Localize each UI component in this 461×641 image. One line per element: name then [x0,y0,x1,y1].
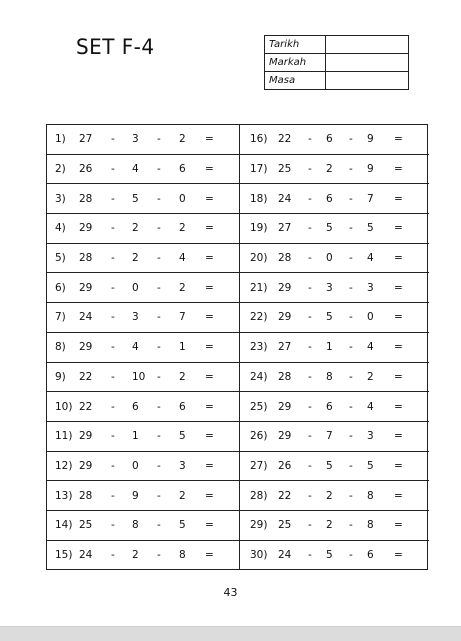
operand-a: 24 [278,549,292,562]
problem-number: 7) [55,311,66,324]
operand-a: 25 [79,519,93,532]
problem-number: 18) [250,192,268,205]
minus-sign: - [111,252,115,265]
operand-a: 27 [278,341,292,354]
equals-sign: = [205,430,214,443]
minus-sign: - [308,252,312,265]
problem-row [47,333,239,363]
minus-sign: - [111,489,115,502]
problem-number: 16) [250,133,268,146]
operand-c: 2 [179,133,186,146]
problem-number: 20) [250,252,268,265]
operand-b: 3 [132,133,139,146]
equals-sign: = [394,370,403,383]
problem-row [240,125,429,155]
operand-c: 0 [367,311,374,324]
info-value-field[interactable] [326,72,409,90]
minus-sign: - [157,459,161,472]
problem-row [240,422,429,452]
minus-sign: - [349,192,353,205]
minus-sign: - [111,370,115,383]
minus-sign: - [349,489,353,502]
minus-sign: - [308,459,312,472]
minus-sign: - [157,370,161,383]
minus-sign: - [111,281,115,294]
operand-a: 29 [79,430,93,443]
info-value-field[interactable] [326,36,409,54]
worksheet-title: SET F-4 [76,35,155,59]
equals-sign: = [394,459,403,472]
minus-sign: - [308,519,312,532]
equals-sign: = [205,192,214,205]
operand-c: 6 [179,400,186,413]
operand-b: 4 [132,341,139,354]
problem-number: 15) [55,549,73,562]
operand-b: 4 [132,163,139,176]
minus-sign: - [349,400,353,413]
operand-b: 2 [326,489,333,502]
minus-sign: - [111,459,115,472]
operand-c: 2 [367,370,374,383]
problem-number: 30) [250,549,268,562]
info-value-field[interactable] [326,54,409,72]
operand-b: 8 [326,370,333,383]
problem-row [47,481,239,511]
operand-a: 22 [79,400,93,413]
equals-sign: = [205,311,214,324]
equals-sign: = [394,281,403,294]
info-row-markah [265,54,409,72]
equals-sign: = [394,252,403,265]
equals-sign: = [394,400,403,413]
operand-b: 9 [132,489,139,502]
operand-c: 5 [179,430,186,443]
operand-c: 7 [179,311,186,324]
problem-number: 27) [250,459,268,472]
problem-row [47,184,239,214]
operand-a: 25 [278,163,292,176]
equals-sign: = [205,133,214,146]
minus-sign: - [111,133,115,146]
minus-sign: - [111,549,115,562]
operand-b: 3 [326,281,333,294]
operand-c: 1 [179,341,186,354]
operand-c: 5 [367,222,374,235]
operand-b: 2 [132,222,139,235]
problem-number: 17) [250,163,268,176]
minus-sign: - [111,222,115,235]
equals-sign: = [205,252,214,265]
operand-a: 29 [79,222,93,235]
minus-sign: - [111,163,115,176]
operand-a: 27 [278,222,292,235]
problem-row [47,511,239,541]
minus-sign: - [308,222,312,235]
minus-sign: - [111,192,115,205]
problem-row [47,214,239,244]
problem-number: 25) [250,400,268,413]
operand-a: 29 [278,430,292,443]
minus-sign: - [157,400,161,413]
minus-sign: - [308,549,312,562]
operand-b: 6 [326,400,333,413]
minus-sign: - [349,252,353,265]
equals-sign: = [205,281,214,294]
equals-sign: = [394,192,403,205]
operand-a: 22 [278,133,292,146]
minus-sign: - [349,222,353,235]
minus-sign: - [349,549,353,562]
minus-sign: - [308,133,312,146]
equals-sign: = [205,341,214,354]
operand-b: 2 [326,519,333,532]
operand-a: 29 [278,311,292,324]
problem-row [240,273,429,303]
operand-c: 4 [179,252,186,265]
equals-sign: = [205,489,214,502]
equals-sign: = [205,549,214,562]
minus-sign: - [308,281,312,294]
problem-number: 24) [250,370,268,383]
problem-row [240,244,429,274]
equals-sign: = [394,163,403,176]
operand-c: 3 [179,459,186,472]
operand-a: 29 [79,459,93,472]
problem-number: 21) [250,281,268,294]
operand-c: 6 [179,163,186,176]
problem-number: 10) [55,400,73,413]
equals-sign: = [205,519,214,532]
operand-b: 5 [326,459,333,472]
operand-a: 28 [79,192,93,205]
minus-sign: - [157,519,161,532]
minus-sign: - [349,281,353,294]
equals-sign: = [394,519,403,532]
operand-c: 8 [367,489,374,502]
minus-sign: - [349,341,353,354]
minus-sign: - [349,370,353,383]
equals-sign: = [205,163,214,176]
operand-b: 2 [132,252,139,265]
operand-b: 1 [326,341,333,354]
problem-row [240,333,429,363]
minus-sign: - [157,192,161,205]
problem-number: 1) [55,133,66,146]
info-box [264,35,409,90]
minus-sign: - [349,133,353,146]
operand-c: 3 [367,281,374,294]
operand-b: 0 [132,459,139,472]
equals-sign: = [394,489,403,502]
minus-sign: - [308,341,312,354]
operand-a: 28 [79,489,93,502]
operand-b: 2 [326,163,333,176]
problem-number: 29) [250,519,268,532]
operand-b: 3 [132,311,139,324]
problem-number: 14) [55,519,73,532]
operand-c: 2 [179,281,186,294]
operand-a: 28 [278,370,292,383]
problem-row [240,392,429,422]
problem-row [47,303,239,333]
equals-sign: = [394,549,403,562]
info-label: Markah [265,54,326,72]
problem-row [240,511,429,541]
operand-a: 29 [278,281,292,294]
minus-sign: - [157,133,161,146]
minus-sign: - [111,341,115,354]
operand-c: 2 [179,489,186,502]
problem-number: 6) [55,281,66,294]
problem-number: 5) [55,252,66,265]
problem-number: 8) [55,341,66,354]
minus-sign: - [308,430,312,443]
problem-number: 9) [55,370,66,383]
minus-sign: - [111,430,115,443]
minus-sign: - [111,311,115,324]
operand-c: 7 [367,192,374,205]
operand-c: 0 [179,192,186,205]
minus-sign: - [157,311,161,324]
operand-c: 5 [179,519,186,532]
problem-number: 26) [250,430,268,443]
operand-b: 6 [326,192,333,205]
operand-c: 3 [367,430,374,443]
info-row-tarikh [265,36,409,54]
operand-a: 29 [79,341,93,354]
problem-row [240,303,429,333]
operand-a: 28 [278,252,292,265]
minus-sign: - [349,519,353,532]
info-label: Masa [265,72,326,90]
problem-row [47,363,239,393]
equals-sign: = [394,311,403,324]
operand-b: 2 [132,549,139,562]
minus-sign: - [157,222,161,235]
problem-row [240,481,429,511]
equals-sign: = [394,430,403,443]
operand-c: 8 [179,549,186,562]
equals-sign: = [205,459,214,472]
minus-sign: - [157,281,161,294]
minus-sign: - [308,163,312,176]
minus-sign: - [157,252,161,265]
operand-a: 29 [278,400,292,413]
operand-a: 22 [79,370,93,383]
minus-sign: - [157,163,161,176]
minus-sign: - [111,400,115,413]
problem-number: 22) [250,311,268,324]
problem-number: 12) [55,459,73,472]
minus-sign: - [349,163,353,176]
operand-c: 9 [367,133,374,146]
operand-b: 5 [326,311,333,324]
problem-row [240,541,429,571]
problem-row [47,125,239,155]
problem-column-right [240,125,429,570]
problem-grid [46,124,428,570]
operand-c: 4 [367,252,374,265]
minus-sign: - [308,370,312,383]
operand-c: 5 [367,459,374,472]
problem-row [47,244,239,274]
operand-b: 6 [326,133,333,146]
problem-row [47,422,239,452]
page-number: 43 [223,586,238,599]
problem-column-left [47,125,240,570]
minus-sign: - [111,519,115,532]
minus-sign: - [308,489,312,502]
problem-number: 28) [250,489,268,502]
operand-b: 8 [132,519,139,532]
operand-c: 2 [179,222,186,235]
equals-sign: = [394,133,403,146]
operand-a: 29 [79,281,93,294]
operand-b: 5 [326,549,333,562]
problem-row [240,452,429,482]
problem-row [47,392,239,422]
minus-sign: - [157,549,161,562]
operand-b: 5 [132,192,139,205]
problem-row [47,541,239,571]
operand-c: 6 [367,549,374,562]
operand-c: 2 [179,370,186,383]
operand-a: 26 [278,459,292,472]
problem-row [240,184,429,214]
operand-a: 24 [79,549,93,562]
operand-c: 9 [367,163,374,176]
problem-number: 19) [250,222,268,235]
operand-b: 7 [326,430,333,443]
operand-a: 24 [278,192,292,205]
operand-b: 10 [132,370,146,383]
minus-sign: - [308,311,312,324]
problem-row [240,363,429,393]
operand-a: 27 [79,133,93,146]
info-label: Tarikh [265,36,326,54]
operand-c: 4 [367,400,374,413]
minus-sign: - [349,459,353,472]
operand-c: 4 [367,341,374,354]
operand-b: 0 [326,252,333,265]
minus-sign: - [157,341,161,354]
minus-sign: - [157,489,161,502]
minus-sign: - [308,192,312,205]
viewer-bottom-edge [0,626,461,641]
equals-sign: = [205,400,214,413]
minus-sign: - [349,430,353,443]
operand-b: 6 [132,400,139,413]
info-row-masa [265,72,409,90]
problem-number: 2) [55,163,66,176]
problem-row [47,155,239,185]
minus-sign: - [349,311,353,324]
problem-number: 4) [55,222,66,235]
operand-a: 22 [278,489,292,502]
operand-a: 26 [79,163,93,176]
operand-a: 25 [278,519,292,532]
minus-sign: - [157,430,161,443]
equals-sign: = [205,222,214,235]
operand-b: 5 [326,222,333,235]
problem-number: 23) [250,341,268,354]
problem-number: 13) [55,489,73,502]
operand-a: 28 [79,252,93,265]
problem-row [240,214,429,244]
equals-sign: = [394,341,403,354]
problem-row [240,155,429,185]
problem-number: 11) [55,430,73,443]
problem-row [47,273,239,303]
operand-a: 24 [79,311,93,324]
operand-b: 1 [132,430,139,443]
problem-number: 3) [55,192,66,205]
equals-sign: = [394,222,403,235]
minus-sign: - [308,400,312,413]
operand-b: 0 [132,281,139,294]
equals-sign: = [205,370,214,383]
operand-c: 8 [367,519,374,532]
problem-row [47,452,239,482]
